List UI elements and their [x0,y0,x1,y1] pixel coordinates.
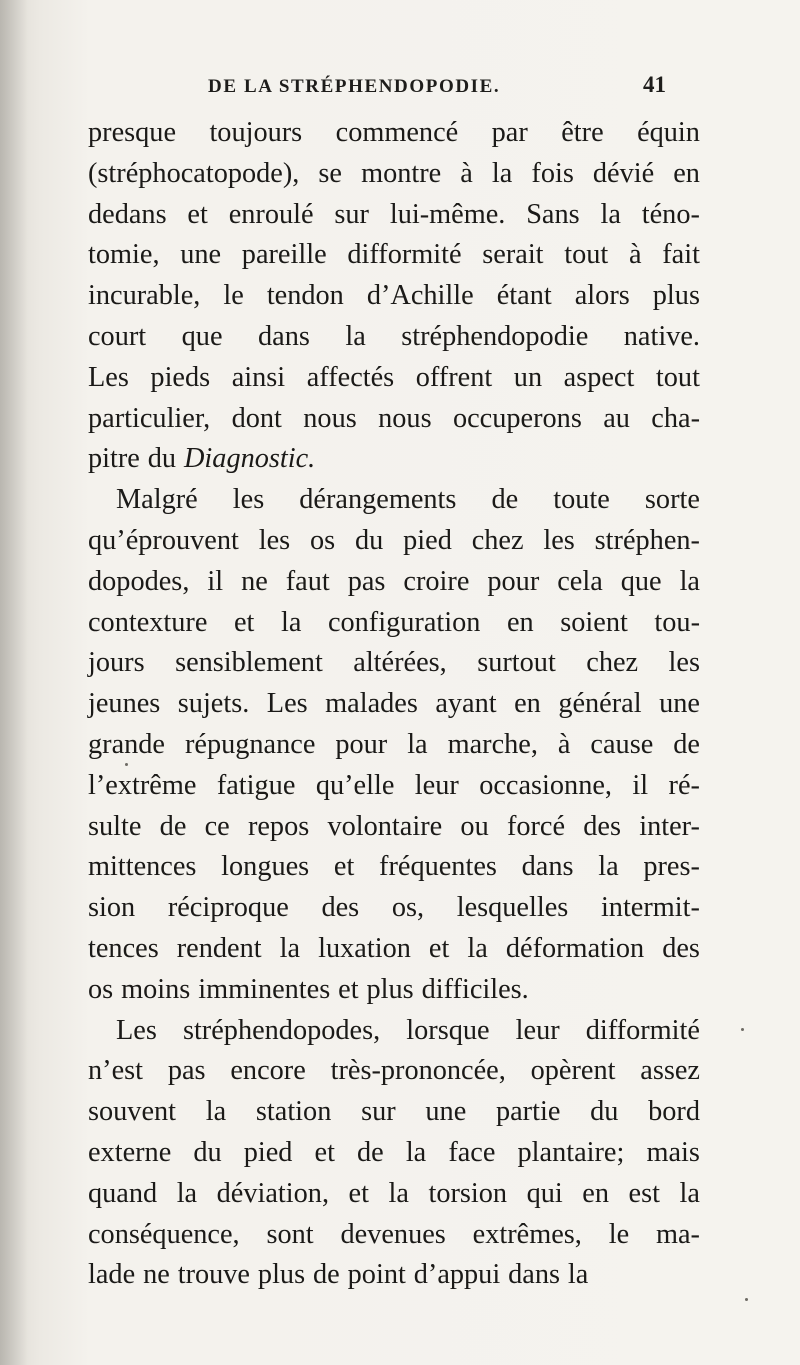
word: la [345,320,366,352]
word: tomie, [88,239,160,271]
word: pieds [150,361,211,393]
word: tout [564,239,609,271]
word: ne [143,1259,170,1291]
word: tendon [266,280,344,312]
word: dans [521,851,574,883]
word: luxation [318,932,411,964]
word: sujets. [177,688,250,720]
word: Les [116,1014,157,1046]
text-line [88,929,700,970]
word: station [255,1096,332,1128]
word: conséquence, [88,1218,240,1250]
word: occuperons [452,402,582,434]
text-line [88,1011,700,1052]
word: pareille [241,239,327,271]
word: dans [257,320,310,352]
word: et [428,932,450,964]
word: tout [655,361,700,393]
word: dérangements [299,484,457,516]
text-line [88,725,700,766]
word: de [491,484,519,516]
word: lesquelles [456,892,569,924]
word: sur [334,198,369,230]
word: la [405,1136,427,1168]
word: encore [230,1055,306,1087]
word: chez [586,647,639,679]
word: toute [553,484,610,516]
word: la [388,1177,409,1209]
text-line [88,603,700,644]
word: sensiblement [175,647,323,679]
word: équin [637,117,700,148]
text-line [88,1133,700,1174]
word: extrêmes, [472,1218,582,1250]
word: de [673,728,700,760]
text-line [88,154,700,195]
word: que [620,565,662,597]
word: des [583,810,622,842]
word: plus [366,973,414,1005]
word: la [280,606,302,638]
word: pas [347,565,386,597]
word: Sans [526,198,580,230]
word: enroulé [228,198,314,230]
word: faut [285,565,330,597]
word: très-prononcée, [330,1055,506,1087]
word: pas [167,1055,206,1087]
word: offrent [415,361,493,393]
word: moins [121,973,191,1005]
word: et [233,606,255,638]
word: devenues [340,1218,446,1250]
word: dedans [88,198,167,230]
word: du [193,1136,222,1168]
word: pour [487,565,540,597]
word: fréquentes [379,851,497,883]
word: cela [557,565,603,597]
word: n’est [88,1055,144,1087]
running-header: DE LA STRÉPHENDOPODIE. [208,76,501,97]
word: Malgré [116,484,198,516]
word: repos [247,810,310,842]
text-line [88,358,700,399]
text-line [88,521,700,562]
word: fait [662,239,700,271]
text-line [88,888,700,929]
word: os [88,973,114,1005]
word: chez [471,524,524,556]
word: dont [231,402,282,434]
text-line [88,480,700,521]
word: serait [482,239,544,271]
word: aspect [563,361,635,393]
word: lui-même. [389,198,506,230]
paper-speck [745,1298,748,1301]
word: les [543,524,575,556]
word: les [258,524,291,556]
word: fois [531,157,574,189]
text-line [88,766,700,807]
word: cause [590,728,654,760]
word: lade [88,1259,136,1291]
word: os [310,524,336,556]
word: mittences [88,851,197,883]
word: lorsque [406,1014,490,1046]
word: opèrent [530,1055,616,1087]
word: à [557,728,571,760]
word: os, [391,892,425,924]
word: point [347,1259,406,1291]
word: cha- [651,402,700,434]
word: se [318,157,342,189]
word: Les [88,361,129,393]
word: d’Achille [366,280,474,312]
word: stréphendopodie [401,320,589,352]
word: contexture [88,606,208,638]
text-line [88,1092,700,1133]
word: sulte [88,810,142,842]
word: difficiles. [421,973,529,1005]
text-line [88,643,700,684]
word: pitre [88,443,140,475]
word: quand [88,1177,158,1209]
word: une [180,239,222,271]
word: pres- [643,851,700,883]
word: rendent [176,932,262,964]
word: dévié [592,157,655,189]
word: sur [361,1096,396,1128]
word: bord [648,1096,700,1128]
word: les [232,484,265,516]
word: et [314,1136,335,1168]
text-line [88,562,700,603]
word: affectés [306,361,395,393]
word: assez [640,1055,700,1087]
gutter-shadow [0,0,28,1365]
word: ayant [435,688,497,720]
word: la [205,1096,227,1128]
word: jeunes [88,688,161,720]
word: de [159,810,187,842]
text-line [88,1051,700,1092]
text-line [88,1174,700,1215]
word: la [176,1177,198,1209]
word: tou- [654,606,700,638]
word: téno- [641,198,700,230]
word: la [598,851,619,883]
word: en [514,688,541,720]
word: native. [623,320,700,352]
word: (stréphocatopode), [88,157,300,189]
word: souvent [88,1096,177,1128]
text-line [88,439,700,480]
word: ce [204,810,230,842]
word: imminentes [198,973,331,1005]
word: malades [325,688,418,720]
word: à [628,239,642,271]
word: à [460,157,473,189]
word: altérées, [353,647,447,679]
word: sorte [644,484,700,516]
word: et [187,198,208,230]
word: les [668,647,700,679]
word: ou [460,810,489,842]
word: commencé [335,117,459,148]
word: la [679,565,700,597]
word: pour [335,728,388,760]
word: du [355,524,384,556]
word: la [491,157,513,189]
word: la [467,932,488,964]
paper-speck [125,763,128,766]
word: ré- [668,769,700,801]
word: des [662,932,700,964]
word: nous [378,402,432,434]
word: leur [414,769,459,801]
word: sont [266,1218,314,1250]
word: mais [646,1136,700,1168]
word: stréphen- [594,524,700,556]
word: déformation [505,932,645,964]
word: du [590,1096,619,1128]
word: stréphendopodes, [182,1014,381,1046]
word: tences [88,932,159,964]
word: est [628,1177,660,1209]
word: une [659,688,700,720]
word: nous [303,402,357,434]
text-line [88,235,700,276]
word: d’appui [413,1259,501,1291]
word: la [567,1259,589,1291]
word: et [348,1177,369,1209]
word: face [448,1136,496,1168]
word: le [223,280,244,312]
word: croire [403,565,470,597]
word: soient [560,606,628,638]
word: intermit- [600,892,700,924]
word: déviation, [216,1177,330,1209]
word: toujours [209,117,303,148]
word: en [506,606,534,638]
word: par [491,117,528,148]
paper-speck [741,1028,744,1031]
word: une [425,1096,467,1128]
word: plus [652,280,700,312]
word: qu’elle [315,769,395,801]
word: la [679,1177,700,1209]
word: de [313,1259,340,1291]
word: Diagnostic. [184,443,316,475]
word: en [582,1177,610,1209]
word: qu’éprouvent [88,524,239,556]
word: longues [221,851,310,883]
word: la [600,198,621,230]
word: dans [508,1259,560,1291]
word: du [147,443,177,475]
word: marche, [447,728,538,760]
word: trouve [177,1259,250,1291]
text-line [88,276,700,317]
word: torsion [428,1177,508,1209]
word: ma- [655,1218,700,1250]
word: au [603,402,630,434]
body-text [88,113,700,1296]
word: alors [574,280,630,312]
word: le [608,1218,630,1250]
word: réciproque [167,892,289,924]
word: ainsi [231,361,286,393]
word: court [88,320,147,352]
page-number: 41 [643,72,666,97]
word: presque [88,117,176,148]
text-line [88,847,700,888]
word: et [333,851,355,883]
text-line [88,317,700,358]
word: en [673,157,700,189]
word: difformité [585,1014,700,1046]
word: leur [515,1014,560,1046]
word: partie [495,1096,561,1128]
text-line [88,807,700,848]
word: et [338,973,359,1005]
word: forcé [506,810,566,842]
word: inter- [639,810,700,842]
word: montre [361,157,442,189]
word: ne [241,565,268,597]
text-line [88,684,700,725]
word: jours [88,647,145,679]
word: particulier, [88,402,211,434]
word: un [513,361,543,393]
word: surtout [477,647,556,679]
word: il [207,565,224,597]
text-line [88,970,700,1011]
word: occasionne, [479,769,612,801]
word: il [632,769,649,801]
word: plantaire; [517,1136,625,1168]
word: général [558,688,642,720]
text-line [88,195,700,236]
text-line [88,113,700,154]
word: la [407,728,428,760]
word: étant [496,280,552,312]
word: l’extrême [88,769,197,801]
word: pied [243,1136,293,1168]
word: de [357,1136,384,1168]
word: sion [88,892,136,924]
word: Les [266,688,308,720]
word: difformité [347,239,462,271]
text-line [88,399,700,440]
word: des [321,892,360,924]
word: configuration [327,606,481,638]
word: dopodes, [88,565,190,597]
word: pied [403,524,452,556]
word: externe [88,1136,172,1168]
word: plus [257,1259,306,1291]
text-line [88,1215,700,1256]
word: incurable, [88,280,201,312]
word: qui [526,1177,563,1209]
word: être [561,117,604,148]
word: la [279,932,301,964]
word: grande [88,728,165,760]
word: que [181,320,223,352]
word: fatigue [216,769,296,801]
text-line [88,1255,700,1296]
word: volontaire [327,810,443,842]
word: répugnance [184,728,316,760]
